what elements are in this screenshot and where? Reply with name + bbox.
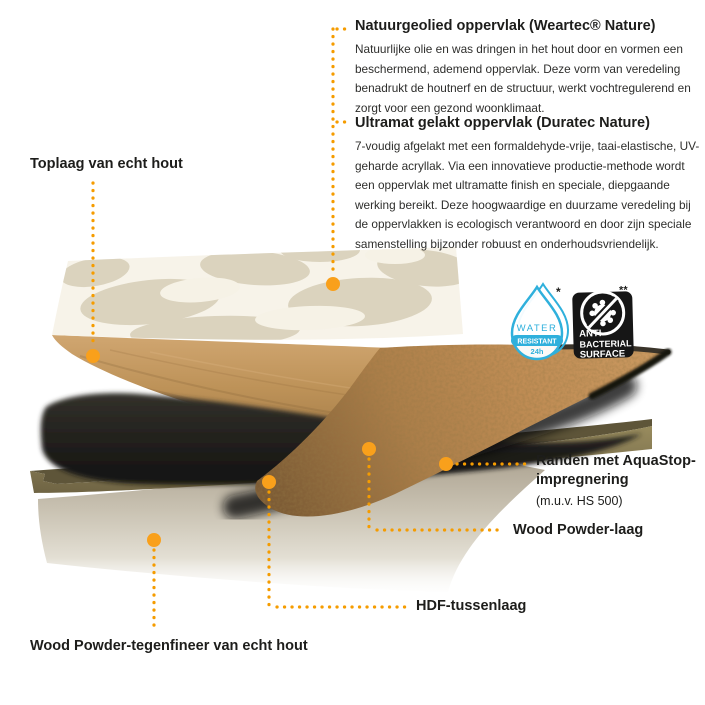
anti-bacterial-badge bbox=[572, 284, 634, 361]
callout-top-layer-label: Toplaag van echt hout bbox=[30, 156, 183, 172]
callout-oiled-finish bbox=[355, 17, 705, 118]
lacquered-finish-body: 7-voudig afgelakt met een formaldehyde-vrije, taai-elastische, UV-geharde acryllak. Via een innovatieve productie-methode wordt een oppervlak met ultramatte finish en speciale, diepgaande werking bereikt. Deze hoogwaardige en duurzame veredeling bij de oppervlakken is ecologisch verantwoord en door zijn speciale samenstelling bijzonder robuust en onderhoudsvriendelijk. bbox=[355, 139, 700, 251]
callout-dot-wood-powder bbox=[362, 442, 376, 456]
svg-text:BACTERIAL: BACTERIAL bbox=[579, 338, 632, 350]
svg-text:24h: 24h bbox=[530, 347, 544, 356]
edges-note: (m.u.v. HS 500) bbox=[536, 494, 623, 508]
svg-text:RESISTANT: RESISTANT bbox=[517, 338, 557, 346]
callout-hdf-label: HDF-tussenlaag bbox=[416, 598, 527, 614]
callout-edges bbox=[536, 452, 704, 510]
callout-lacquered-finish bbox=[355, 114, 705, 254]
svg-text:ANTI-: ANTI- bbox=[579, 327, 605, 340]
oiled-finish-body: Natuurlijke olie en was dringen in het hout door en vormen een beschermend, ademend oppervlak. Deze vorm van veredeling benadrukt de houtnerf en de structuur, werkt vochtregulerend en zorgt voor een gezond woonklimaat. bbox=[355, 42, 691, 115]
callout-dot-edges bbox=[439, 457, 453, 471]
oiled-finish-title: Natuurgeolied oppervlak (Weartec® Nature) bbox=[355, 18, 656, 34]
antibacterial-badge-footnote-marker: ** bbox=[618, 284, 628, 297]
finish-layer-sheet bbox=[52, 238, 475, 351]
svg-text:SURFACE: SURFACE bbox=[579, 348, 626, 361]
svg-text:WATER: WATER bbox=[516, 323, 558, 334]
callout-wood-powder-label: Wood Powder-laag bbox=[513, 522, 644, 538]
callout-counter-veneer-label: Wood Powder-tegenfineer van echt hout bbox=[30, 638, 308, 654]
callout-dot-hdf bbox=[262, 475, 276, 489]
callout-dot-counter-veneer bbox=[147, 533, 161, 547]
callout-dot-finish bbox=[326, 277, 340, 291]
callout-dot-top-layer bbox=[86, 349, 100, 363]
water-badge-footnote-marker: * bbox=[556, 285, 561, 299]
lacquered-finish-title: Ultramat gelakt oppervlak (Duratec Nature) bbox=[355, 115, 650, 131]
edges-label: Randen met AquaStop-impregnering bbox=[536, 453, 696, 488]
